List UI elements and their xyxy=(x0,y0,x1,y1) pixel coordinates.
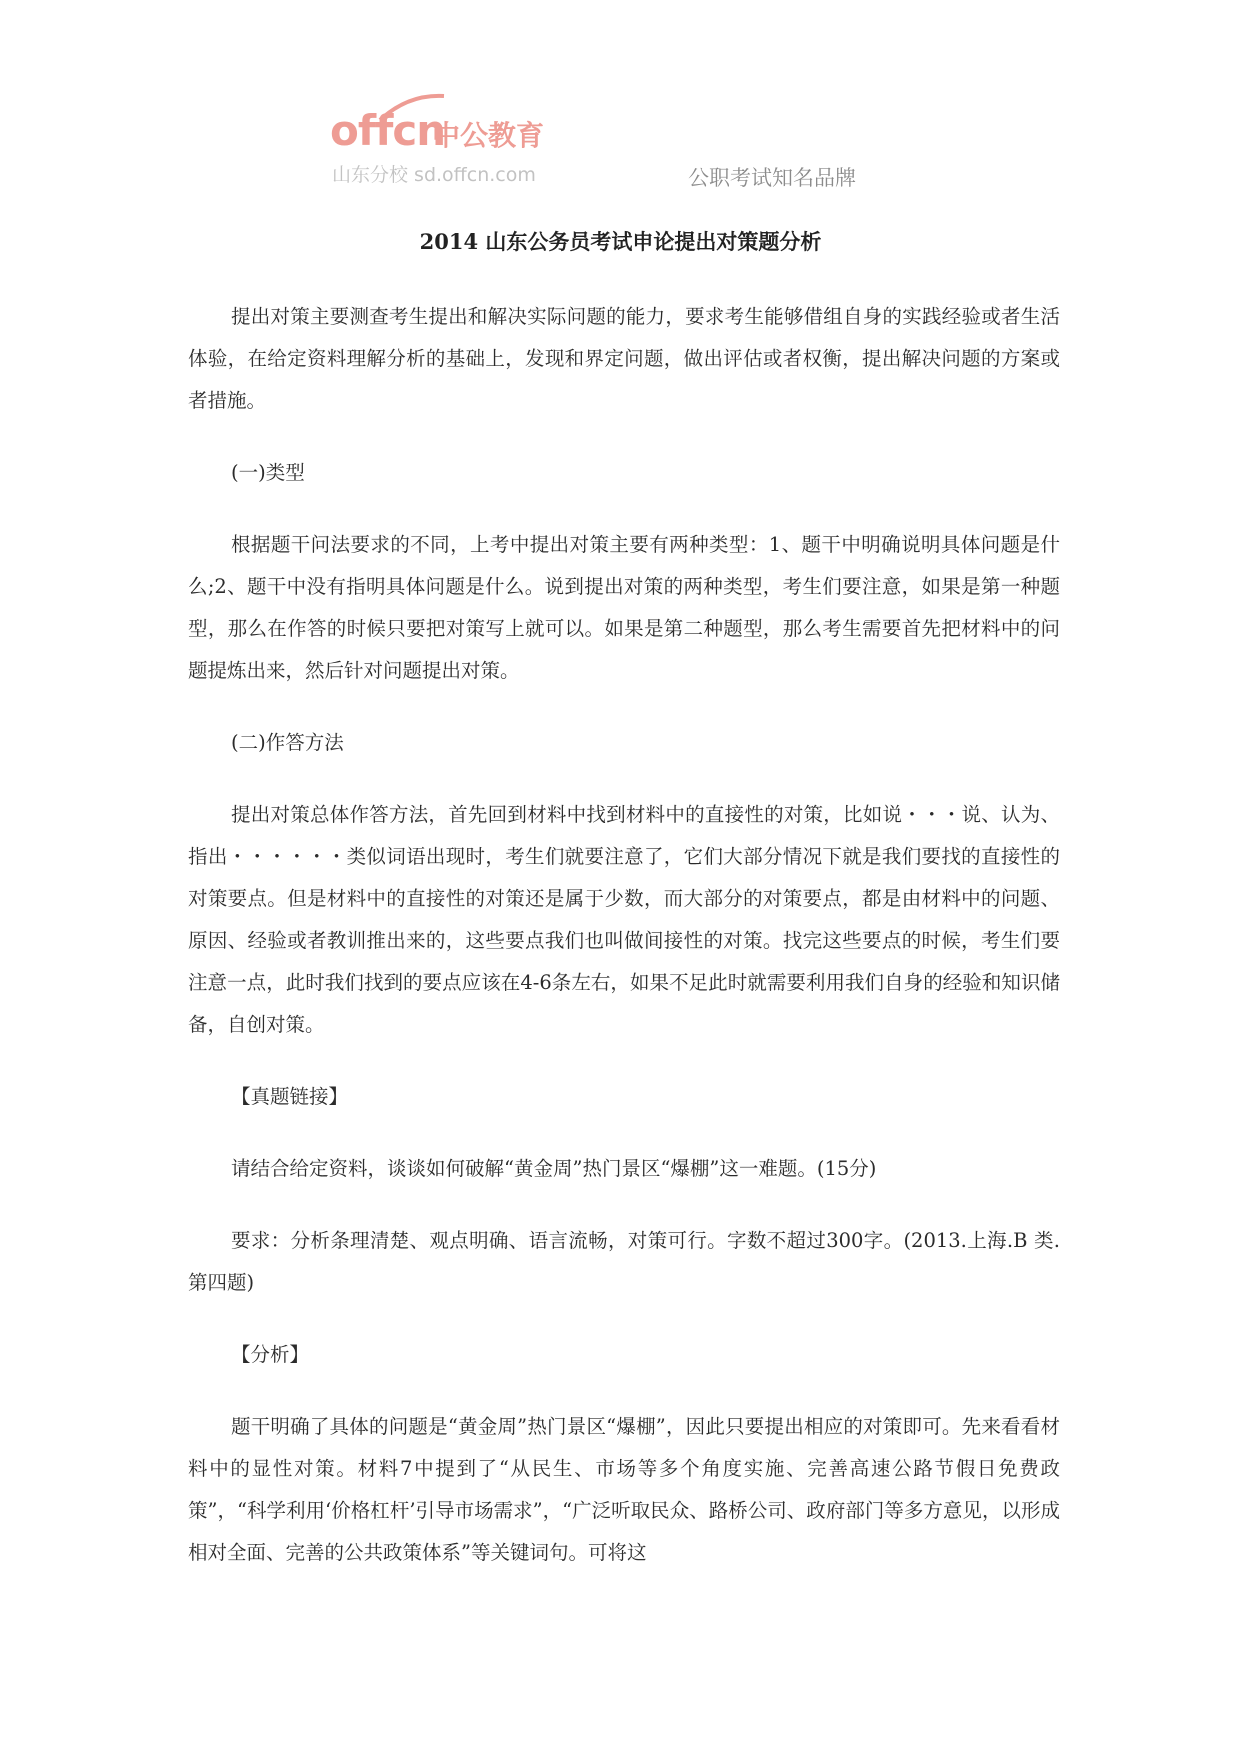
section-heading: (二)作答方法 xyxy=(231,731,344,754)
section-heading: (一)类型 xyxy=(231,461,305,484)
section-heading: 【真题链接】 xyxy=(231,1085,349,1108)
document-body xyxy=(188,296,1060,1604)
paragraph: 提出对策主要测查考生提出和解决实际问题的能力，要求考生能够借组自身的实践经验或者生活体验，在给定资料理解分析的基础上，发现和界定问题，做出评估或者权衡，提出解决问题的方案或者措施。 xyxy=(188,305,1060,412)
logo-subtitle: 山东分校 sd.offcn.com xyxy=(332,164,536,186)
section-heading: 【分析】 xyxy=(231,1343,310,1366)
logo-chinese-name: 中公教育 xyxy=(432,119,545,152)
paragraph: 提出对策总体作答方法，首先回到材料中找到材料中的直接性的对策，比如说・・・说、认为、指出・・・・・・类似词语出现时，考生们就要注意了，它们大部分情况下就是我们要找的直接性的对策要点。但是材料中的直接性的对策还是属于少数，而大部分的对策要点，都是由材料中的问题、原因、经验或者教训推出来的，这些要点我们也叫做间接性的对策。找完这些要点的时候，考生们要注意一点，此时我们找到的要点应该在4-6条左右，如果不足此时就需要利用我们自身的经验和知识储备，自创对策。 xyxy=(188,803,1060,1036)
paragraph: 请结合给定资料，谈谈如何破解“黄金周”热门景区“爆棚”这一难题。(15分) xyxy=(231,1157,877,1180)
paragraph: 要求：分析条理清楚、观点明确、语言流畅，对策可行。字数不超过300字。(2013.上海.B 类.第四题) xyxy=(188,1229,1060,1294)
paragraph: 根据题干问法要求的不同，上考中提出对策主要有两种类型：1、题干中明确说明具体问题是什么;2、题干中没有指明具体问题是什么。说到提出对策的两种类型，考生们要注意，如果是第一种题型，那么在作答的时候只要把对策写上就可以。如果是第二种题型，那么考生需要首先把材料中的问题提炼出来，然后针对问题提出对策。 xyxy=(188,533,1060,682)
brand-slogan: 公职考试知名品牌 xyxy=(688,166,856,190)
document-title: 2014 山东公务员考试申论提出对策题分析 xyxy=(419,229,822,254)
offcn-logo xyxy=(330,92,570,192)
paragraph: 题干明确了具体的问题是“黄金周”热门景区“爆棚”，因此只要提出相应的对策即可。先来看看材料中的显性对策。材料7中提到了“从民生、市场等多个角度实施、完善高速公路节假日免费政策”，“科学利用‘价格杠杆’引导市场需求”，“广泛听取民众、路桥公司、政府部门等多方意见，以形成相对全面、完善的公共政策体系”等关键词句。可将这 xyxy=(188,1415,1060,1564)
logo-wordmark: offcn xyxy=(330,106,446,155)
